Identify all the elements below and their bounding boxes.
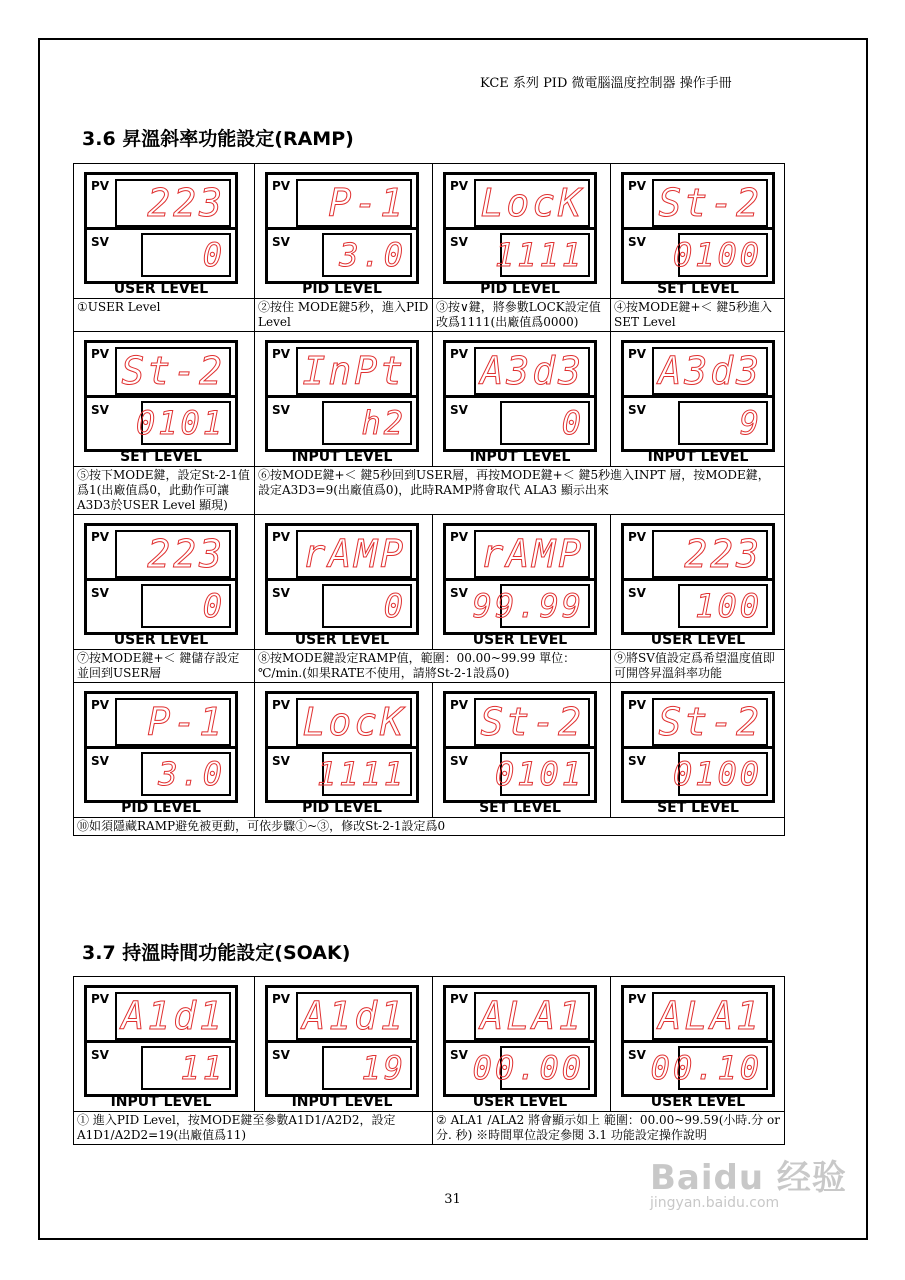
pv-value: P-1	[328, 180, 406, 225]
pv-label: PV	[272, 347, 291, 361]
level-label: USER LEVEL	[472, 632, 568, 648]
sv-value: 19	[361, 1048, 406, 1087]
level-label: PID LEVEL	[302, 800, 382, 816]
sv-label: SV	[272, 403, 290, 417]
sv-window	[135, 401, 231, 445]
sv-window	[322, 401, 412, 445]
level-label: USER LEVEL	[113, 281, 209, 297]
pv-value: ALA1	[480, 993, 584, 1038]
pv-label: PV	[450, 530, 469, 544]
pv-value: A3d3	[658, 348, 762, 393]
soak-table	[73, 976, 785, 1145]
sv-value: 0100	[672, 754, 762, 793]
display-divider	[624, 578, 772, 581]
sv-label: SV	[272, 586, 290, 600]
level-label: USER LEVEL	[294, 632, 390, 648]
controller-display	[265, 340, 419, 452]
pv-label: PV	[91, 698, 110, 712]
display-cell	[611, 977, 785, 1112]
pv-label: PV	[628, 347, 647, 361]
pv-label: PV	[91, 992, 110, 1006]
sv-label: SV	[272, 1048, 290, 1062]
sv-value: 0	[202, 235, 225, 274]
display-divider	[268, 1040, 416, 1043]
pv-label: PV	[450, 992, 469, 1006]
page-header: KCE 系列 PID 微電腦溫度控制器 操作手冊	[480, 76, 732, 91]
display-divider	[268, 746, 416, 749]
sv-window	[141, 233, 231, 277]
sv-value: 0100	[672, 235, 762, 274]
sv-window	[141, 1046, 231, 1090]
sv-window	[472, 1046, 590, 1090]
step-description: ⑦按MODE鍵+＜ 鍵儲存設定並回到USER層	[74, 650, 255, 683]
pv-value: A1d1	[121, 993, 225, 1038]
step-description: ⑧按MODE鍵設定RAMP值，範圍：00.00~99.99 單位：℃/min.(如果RATE不使用，請將St-2-1設爲0)	[255, 650, 611, 683]
sv-label: SV	[91, 754, 109, 768]
sv-window	[678, 584, 768, 628]
display-cell	[611, 164, 785, 299]
sv-label: SV	[628, 754, 646, 768]
pv-window	[652, 347, 768, 395]
pv-label: PV	[91, 347, 110, 361]
step-description: ⑥按MODE鍵+＜ 鍵5秒回到USER層，再按MODE鍵+＜ 鍵5秒進入INPT 層，按MODE鍵，設定A3D3=9(出廠值爲0)，此時RAMP將會取代 ALA3 顯示出來	[255, 467, 785, 515]
pv-window	[115, 992, 231, 1040]
pv-value: St-2	[658, 699, 762, 744]
controller-display	[84, 172, 238, 284]
level-label: PID LEVEL	[480, 281, 560, 297]
pv-value: InPt	[302, 348, 406, 393]
sv-window	[494, 752, 590, 796]
pv-value: rAMP	[480, 531, 584, 576]
sv-value: 0	[561, 403, 584, 442]
display-cell	[74, 683, 255, 818]
display-cell	[255, 977, 433, 1112]
sv-label: SV	[91, 403, 109, 417]
pv-label: PV	[272, 530, 291, 544]
controller-display	[443, 985, 597, 1097]
display-divider	[87, 578, 235, 581]
pv-label: PV	[450, 179, 469, 193]
pv-label: PV	[272, 698, 291, 712]
display-divider	[624, 395, 772, 398]
controller-display	[621, 523, 775, 635]
pv-value: LocK	[302, 699, 406, 744]
pv-value: 223	[684, 531, 762, 576]
sv-label: SV	[628, 235, 646, 249]
controller-display	[443, 523, 597, 635]
step-description: ⑩如須隱藏RAMP避免被更動，可依步驟①~③，修改St-2-1設定爲0	[74, 818, 785, 836]
level-label: SET LEVEL	[657, 281, 739, 297]
step-description: ② ALA1 /ALA2 將會顯示如上 範圍：00.00~99.59(小時.分 or 分. 秒) ※時間單位設定參閱 3.1 功能設定操作說明	[433, 1112, 785, 1145]
controller-display	[443, 340, 597, 452]
display-cell	[255, 164, 433, 299]
display-divider	[268, 578, 416, 581]
sv-value: 0101	[135, 403, 225, 442]
level-label: USER LEVEL	[472, 1094, 568, 1110]
pv-value: ALA1	[658, 993, 762, 1038]
pv-value: A1d1	[302, 993, 406, 1038]
display-divider	[624, 227, 772, 230]
pv-window	[115, 530, 231, 578]
pv-label: PV	[628, 179, 647, 193]
step-description: ⑤按下MODE鍵，設定St-2-1值爲1(出廠值爲0，此動作可讓A3D3於USER Level 顯現)	[74, 467, 255, 515]
sv-label: SV	[628, 586, 646, 600]
step-description: ③按∨鍵，將參數LOCK設定值改爲1111(出廠值爲0000)	[433, 299, 611, 332]
pv-label: PV	[450, 347, 469, 361]
level-label: INPUT LEVEL	[469, 449, 571, 465]
pv-value: 223	[147, 180, 225, 225]
controller-display	[84, 985, 238, 1097]
display-cell	[433, 683, 611, 818]
display-cell	[255, 515, 433, 650]
sv-label: SV	[91, 1048, 109, 1062]
sv-label: SV	[450, 754, 468, 768]
display-divider	[268, 395, 416, 398]
pv-label: PV	[450, 698, 469, 712]
controller-display	[84, 691, 238, 803]
pv-value: St-2	[658, 180, 762, 225]
sv-window	[322, 233, 412, 277]
controller-display	[443, 172, 597, 284]
pv-window	[474, 992, 590, 1040]
level-label: USER LEVEL	[650, 632, 746, 648]
sv-label: SV	[450, 403, 468, 417]
level-label: INPUT LEVEL	[291, 449, 393, 465]
watermark-url: jingyan.baidu.com	[650, 1195, 780, 1211]
level-label: USER LEVEL	[113, 632, 209, 648]
pv-value: 223	[147, 531, 225, 576]
controller-display	[265, 172, 419, 284]
pv-window	[296, 347, 412, 395]
controller-display	[621, 985, 775, 1097]
pv-value: St-2	[480, 699, 584, 744]
display-cell	[433, 332, 611, 467]
display-cell	[74, 515, 255, 650]
display-cell	[611, 515, 785, 650]
pv-label: PV	[91, 530, 110, 544]
pv-label: PV	[272, 992, 291, 1006]
display-divider	[268, 227, 416, 230]
sv-value: 00.00	[472, 1048, 584, 1087]
display-divider	[87, 395, 235, 398]
sv-value: 0	[202, 586, 225, 625]
step-description: ① 進入PID Level，按MODE鍵至參數A1D1/A2D2，設定A1D1/A2D2=19(出廠值爲11)	[74, 1112, 433, 1145]
sv-value: 0	[383, 586, 406, 625]
sv-label: SV	[272, 754, 290, 768]
pv-window	[296, 698, 412, 746]
pv-value: rAMP	[302, 531, 406, 576]
sv-window	[316, 752, 412, 796]
pv-label: PV	[91, 179, 110, 193]
level-label: SET LEVEL	[657, 800, 739, 816]
step-description: ①USER Level	[74, 299, 255, 332]
controller-display	[84, 340, 238, 452]
sv-label: SV	[450, 586, 468, 600]
pv-window	[115, 179, 231, 227]
step-description: ④按MODE鍵+＜ 鍵5秒進入SET Level	[611, 299, 785, 332]
display-cell	[74, 332, 255, 467]
display-divider	[87, 746, 235, 749]
pv-label: PV	[272, 179, 291, 193]
pv-window	[115, 347, 231, 395]
section-title-ramp: 3.6 昇溫斜率功能設定(RAMP)	[82, 128, 354, 150]
controller-display	[265, 523, 419, 635]
controller-display	[621, 172, 775, 284]
pv-window	[652, 992, 768, 1040]
level-label: USER LEVEL	[650, 1094, 746, 1110]
sv-window	[650, 1046, 768, 1090]
controller-display	[265, 691, 419, 803]
pv-window	[115, 698, 231, 746]
sv-label: SV	[450, 235, 468, 249]
display-cell	[255, 683, 433, 818]
level-label: PID LEVEL	[121, 800, 201, 816]
level-label: INPUT LEVEL	[291, 1094, 393, 1110]
sv-window	[141, 752, 231, 796]
pv-window	[296, 992, 412, 1040]
display-cell	[433, 977, 611, 1112]
pv-value: A3d3	[480, 348, 584, 393]
pv-label: PV	[628, 992, 647, 1006]
sv-label: SV	[628, 1048, 646, 1062]
display-divider	[446, 1040, 594, 1043]
pv-window	[474, 179, 590, 227]
sv-window	[500, 401, 590, 445]
ramp-table	[73, 163, 785, 836]
display-cell	[74, 164, 255, 299]
section-title-soak: 3.7 持溫時間功能設定(SOAK)	[82, 942, 351, 964]
display-divider	[624, 1040, 772, 1043]
display-divider	[87, 1040, 235, 1043]
sv-label: SV	[91, 586, 109, 600]
pv-label: PV	[628, 530, 647, 544]
display-cell	[255, 332, 433, 467]
sv-value: 1111	[316, 754, 406, 793]
sv-value: 100	[695, 586, 762, 625]
sv-value: 00.10	[650, 1048, 762, 1087]
display-divider	[446, 395, 594, 398]
display-divider	[624, 746, 772, 749]
display-cell	[433, 164, 611, 299]
sv-label: SV	[628, 403, 646, 417]
sv-value: h2	[361, 403, 406, 442]
level-label: INPUT LEVEL	[110, 1094, 212, 1110]
pv-window	[296, 530, 412, 578]
controller-display	[443, 691, 597, 803]
sv-window	[678, 401, 768, 445]
controller-display	[265, 985, 419, 1097]
controller-display	[84, 523, 238, 635]
pv-window	[296, 179, 412, 227]
display-divider	[446, 578, 594, 581]
level-label: PID LEVEL	[302, 281, 382, 297]
display-divider	[446, 227, 594, 230]
pv-window	[474, 347, 590, 395]
display-cell	[611, 332, 785, 467]
step-description: ⑨將SV值設定爲希望溫度值即可開啓昇溫斜率功能	[611, 650, 785, 683]
pv-window	[474, 698, 590, 746]
pv-window	[652, 530, 768, 578]
sv-value: 0101	[494, 754, 584, 793]
display-divider	[87, 227, 235, 230]
display-cell	[74, 977, 255, 1112]
display-cell	[611, 683, 785, 818]
page-number: 31	[444, 1192, 461, 1207]
controller-display	[621, 340, 775, 452]
pv-label: PV	[628, 698, 647, 712]
sv-value: 3.0	[339, 235, 406, 274]
sv-value: 11	[180, 1048, 225, 1087]
pv-value: LocK	[480, 180, 584, 225]
sv-label: SV	[272, 235, 290, 249]
display-divider	[446, 746, 594, 749]
watermark-brand: Baidu 经验	[650, 1158, 847, 1198]
sv-label: SV	[91, 235, 109, 249]
controller-display	[621, 691, 775, 803]
watermark	[650, 1150, 847, 1211]
pv-value: St-2	[121, 348, 225, 393]
sv-window	[494, 233, 590, 277]
level-label: SET LEVEL	[120, 449, 202, 465]
pv-window	[652, 698, 768, 746]
display-cell	[433, 515, 611, 650]
sv-value: 3.0	[158, 754, 225, 793]
sv-label: SV	[450, 1048, 468, 1062]
sv-window	[672, 752, 768, 796]
level-label: SET LEVEL	[479, 800, 561, 816]
sv-window	[141, 584, 231, 628]
level-label: INPUT LEVEL	[647, 449, 749, 465]
sv-window	[322, 584, 412, 628]
sv-window	[322, 1046, 412, 1090]
pv-window	[652, 179, 768, 227]
sv-value: 1111	[494, 235, 584, 274]
pv-value: P-1	[147, 699, 225, 744]
sv-value: 9	[739, 403, 762, 442]
step-description: ②按住 MODE鍵5秒，進入PID Level	[255, 299, 433, 332]
sv-window	[672, 233, 768, 277]
sv-window	[472, 584, 590, 628]
sv-value: 99.99	[472, 586, 584, 625]
pv-window	[474, 530, 590, 578]
